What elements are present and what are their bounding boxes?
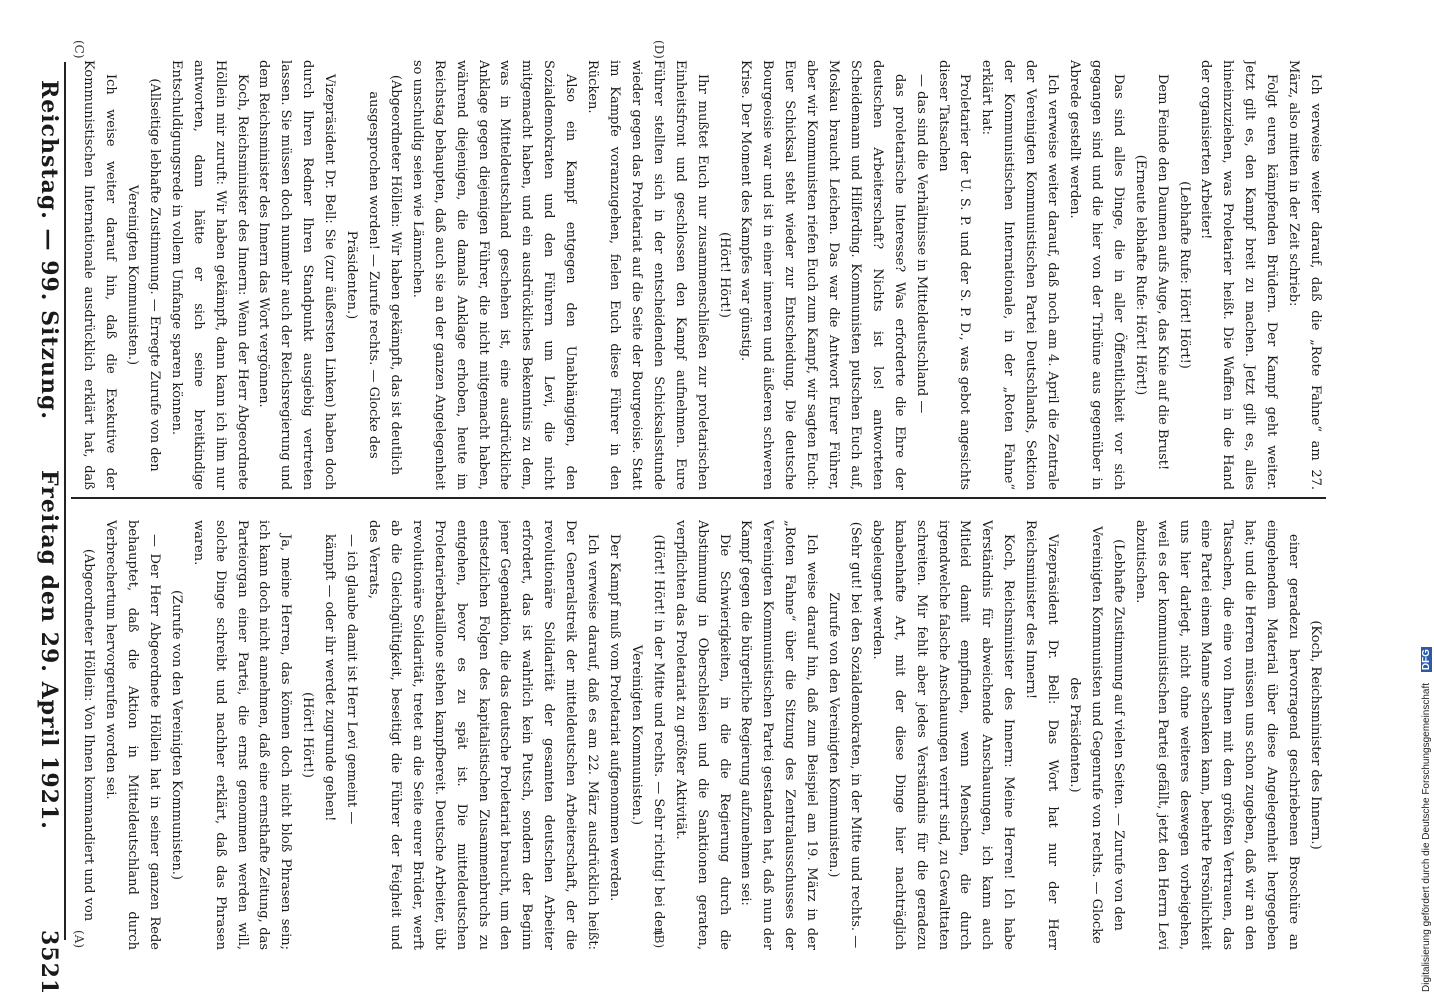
paragraph: (Allseitige lebhafte Zustimmung. — Erregte Zurufe von den Vereinigten Kommunisten.) xyxy=(125,78,162,472)
paragraph: (Hört! Hört! in der Mitte und rechts. — Sehr richtig! bei den Vereinigten Kommunisten.) xyxy=(628,534,666,936)
paragraph: das proletarische Interesse? Was erforderte die Ehre der deutschen Arbeiterschaft? Nichts ist los! antworteten Scheidemann und Hilferding. Kommunisten putschen Euch auf, Moskau braucht Leichen. Das war die Antwort Eurer Führer, aber wir Kommunisten riefen Euch zum Kampf, wir sagten Euch: Euer Schicksal steht wieder zur Entscheidung. Die deutsche Bourgeoisie war und ist in einer inneren und äußeren schweren Krise. Der Moment des Kampfes war günstig. xyxy=(738,60,907,490)
paragraph: (Zurufe von den Vereinigten Kommunisten.) xyxy=(168,589,184,881)
paragraph: Die Schwierigkeiten, in die die Regierung durch die Abstimmung in Oberschlesien und die Sanktionen geraten, verpflichten das Proletariat zu größter Aktivität. xyxy=(672,520,732,950)
paragraph: Ich verweise darauf, daß es am 22. März ausdrücklich heißt: Der Generalstreik der mitteldeutschen Arbeiterschaft, der die revolutionäre Solidarität der gesamten deutschen Arbeiter erfordert, das ist wahrlich kein Putsch, sondern der Beginn jener Gegenaktion, die das deutsche Proletariat braucht, um den entsetzlichen Folgen des kapitalistischen Zusammenbruchs zu entgehen, bevor es zu spät ist. Die mitteldeutschen Proletarierbataillone stehen kampfbereit. Deutsche Arbeiter, übt revolutionäre Solidarität, tretet an die Seite eurer Brüder, werft ab die Gleichgültigkeit, beseitigt die Führer der Feigheit und des Verrats, xyxy=(366,520,601,950)
paragraph: (Abgeordneter Höllein: Wir haben gekämpft, das ist deutlich ausgesprochen worden! — Zurufe rechts. — Glocke des Präsidenten.) xyxy=(344,74,403,476)
paragraph: — ich glaube damit ist Herr Levi gemeint — xyxy=(344,534,360,825)
paragraph: einer geradezu hervorragend geschriebenen Broschüre an eingehendem Material über diese Angelegenheit hergegeben hat; und die Herren müssen uns schon zugeben, daß wir an den Tatsachen, die eine von Ihnen mit dem größten Vertrauen, das eine Partei einem Manne schenken kann, beehrte Persönlichkeit uns hier darlegt, nicht ohne weiteres deswegen vorbeigehen, weil es der kommunistischen Partei gefällt, jetzt den Herrn Levi abzutischen. xyxy=(1132,520,1302,950)
header-session: Reichstag. — 99. Sitzung. xyxy=(36,80,62,421)
paragraph: Ich verweise weiter darauf, daß die „Rote Fahne“ am 27. März, also mitten in der Zeit schrieb: xyxy=(1286,60,1323,490)
paragraph: Vizepräsident Dr. Bell: Das Wort hat nur der Herr Reichsminister des Innern! xyxy=(1023,520,1061,950)
margin-mark-a: (A) xyxy=(72,930,86,949)
paragraph: Ich weise weiter darauf hin, daß die Exekutive der Kommunistischen Internationale ausdrücklich erklärt hat, daß xyxy=(81,60,119,490)
paragraph: Also ein Kampf entgegen den Unabhängigen, den Sozialdemokraten und den Führern um Levi, die nicht mitgemacht haben, und ein ausdrückliches Bekenntnis zu dem, was in Mitteldeutschland geschehen ist, eine ausdrückliche Anklage gegen diejenigen Führer, die nicht mitgemacht haben, während diejenigen, die damals Anklage erhoben, heute im Reichstag behaupten, daß auch sie an der ganzen Angelegenheit so unschuldig seien wie Lämmchen. xyxy=(409,60,579,490)
paragraph: (Lebhafte Rufe: Hört! Hört!) xyxy=(1176,181,1192,369)
paragraph: Folgt euren kämpfenden Brüdern. Der Kampf geht weiter. Jetzt gilt es, den Kampf breit zu machen. Jetzt gilt es, alles hineinzuziehen, was Proletarier heißt. Die Waffen in die Hand der organisierten Arbeiter! xyxy=(1198,60,1280,490)
paragraph: Ja, meine Herren, das können doch nicht bloß Phrasen sein; ich kann doch nicht annehmen, daß eine ernsthafte Zeitung, das Parteiorgan einer Partei, die ernst genommen werden will, solche Dinge schreibt und nachher erklärt, daß das Phrasen waren. xyxy=(190,520,294,950)
paragraph: Dem Feinde den Daumen aufs Auge, das Knie auf die Brust! xyxy=(1154,74,1170,471)
paragraph: Proletarier der U. S. P. und der S. P. D., was gebot angesichts dieser Tatsachen xyxy=(935,60,973,490)
right-column xyxy=(76,60,1326,490)
paragraph: (Lebhafte Zustimmung auf vielen Seiten. — Zurufe von den Vereinigten Kommunisten und Gegenrufe von rechts. — Glocke des Präsidenten.) xyxy=(1067,526,1126,944)
page-number: 3521 xyxy=(36,930,62,996)
digitization-note: Digitalisierung gefördert durch die Deutsche Forschungsgemeinschaft xyxy=(1421,682,1432,992)
paragraph: Koch, Reichsminister des Innern: Wenn der Herr Abgeordnete Höllein mir zuruft: Wir haben gekämpft, dann kann ich ihm nur antworten, dann hätte er sich seine breitkindige Entschuldigungsrede in vollem Umfange sparen können. xyxy=(168,60,250,490)
paragraph: — das sind die Verhältnisse in Mitteldeutschland — xyxy=(913,74,929,414)
paragraph: Der Kampf muß vom Proletariat aufgenommen werden. xyxy=(607,534,622,902)
paragraph: (Sehr gut! bei den Sozialdemokraten, in der Mitte und rechts. — Zurufe von den Vereinigten Kommunisten.) xyxy=(826,521,863,949)
margin-mark-d: (D) xyxy=(652,40,666,59)
paragraph: Ich weise darauf hin, daß zum Beispiel am 19. März in der „Roten Fahne“ über die Sitzung des Zentralausschusses der Vereinigten Kommunistischen Partei gestanden hat, daß nun der Kampf gegen die bürgerliche Regierung aufzunehmen sei: xyxy=(738,520,820,950)
margin-mark-c: (C) xyxy=(72,40,86,59)
paragraph: kämpft — oder ihr werdet zugrunde gehen! xyxy=(322,534,338,822)
paragraph: (Hört! Hört!) xyxy=(300,692,316,778)
paragraph: — Der Herr Abgeordnete Höllein hat in seiner ganzen Rede behauptet, daß die Aktion in Mitteldeutschland durch Verbrechertum hervorgerufen worden sei. xyxy=(103,520,162,950)
margin-mark-b: (B) xyxy=(652,930,666,949)
dfg-logo: DFG xyxy=(1421,649,1432,671)
header-date: Freitag den 29. April 1921. xyxy=(36,470,62,830)
paragraph: (Koch, Reichsminister des Innern.) xyxy=(1308,620,1323,850)
paragraph: (Hört! Hört!) xyxy=(716,232,732,318)
header-rule xyxy=(64,62,66,940)
paragraph: Das sind alles Dinge, die in aller Öffentlichkeit vor sich gegangen sind und die hier von der Tribüne aus gegenüber in Abrede gestellt werden. xyxy=(1067,60,1126,490)
paragraph: Ich verweise weiter darauf, daß noch am 4. April die Zentrale der Vereinigten Kommunistischen Partei Deutschlands, Sektion der Kommunistischen Internationale, in der „Roten Fahne“ erklärt hat: xyxy=(979,60,1061,490)
column-divider xyxy=(71,497,1326,499)
paragraph: Vizepräsident Dr. Bell: Sie (zur äußersten Linken) haben doch durch Ihren Redner Ihren Standpunkt ausgiebig vertreten lassen. Sie müssen doch nunmehr auch der Reichsregierung und dem Reichsminister des Innern das Wort vergönnen. xyxy=(256,60,338,490)
paragraph: Koch, Reichsminister des Innern: Meine Herren! Ich habe Verständnis für abweichende Anschauungen, ich kann auch Mitleid damit empfinden, wenn Menschen, die durch irgendwelche falsche Anschauungen verirrt sind, zu Gewalttaten schreiten. Mir fehlt aber jedes Verständnis für die geradezu knabenhafte Art, mit der diese Dinge hier nachträglich abgeleugnet werden. xyxy=(869,520,1017,950)
paragraph: (Abgeordneter Höllein: Von Ihnen kommandiert und von xyxy=(81,548,97,922)
left-column xyxy=(76,520,1326,950)
paragraph: (Erneute lebhafte Rufe: Hört! Hört!) xyxy=(1132,154,1148,396)
side-strip xyxy=(1420,8,1434,992)
paragraph: Ihr mußtet Euch nur zusammenschließen zur proletarischen Einheitsfront und geschlossen den Kampf aufnehmen. Eure Führer stellten sich in der entscheidenden Schicksalsstunde wieder gegen das Proletariat auf die Seite der Bourgeoisie. Statt im Kampfe voranzugehen, fielen Euch diese Führer in den Rücken. xyxy=(585,60,710,490)
